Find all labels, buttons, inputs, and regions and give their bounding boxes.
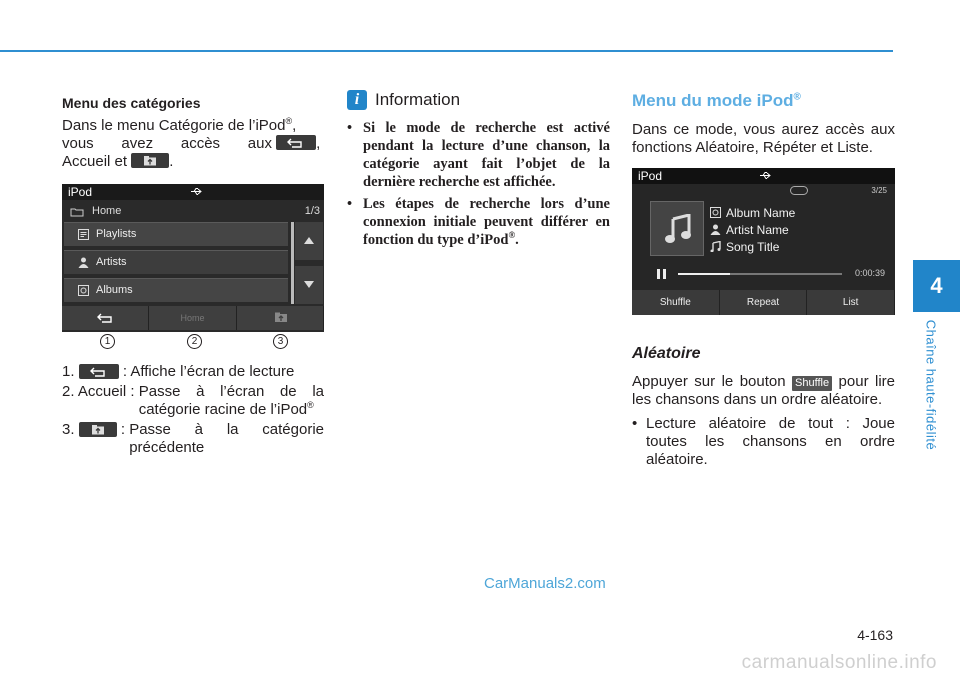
legend-number: 3. <box>62 421 75 438</box>
category-label: Playlists <box>96 228 137 240</box>
ipod-playback-screen <box>632 168 895 315</box>
callout-3: 3 <box>273 334 288 349</box>
legend-number: 2. Accueil : <box>62 383 139 400</box>
screen-title: iPod <box>68 185 93 199</box>
subheading: Aléatoire <box>632 345 701 362</box>
song-title: Song Title <box>726 240 780 254</box>
category-label: Albums <box>96 284 133 296</box>
section-heading <box>632 91 895 111</box>
header-rule <box>0 50 893 52</box>
paragraph-text: Appuyer sur le bouton <box>632 373 786 390</box>
repeat-button[interactable]: Repeat <box>720 290 808 315</box>
back-button-icon <box>79 364 119 379</box>
progress-bar[interactable] <box>678 273 842 275</box>
home-button[interactable]: Home <box>149 306 236 330</box>
legend-item-3 <box>62 421 324 457</box>
callout-1: 1 <box>100 334 115 349</box>
legend <box>62 363 324 457</box>
up-folder-icon <box>274 312 288 323</box>
toggle-icon <box>790 186 808 195</box>
legend-description: Passe à la catégorie précédente <box>129 421 324 456</box>
callout-row <box>62 334 324 354</box>
pause-icon[interactable] <box>657 269 666 279</box>
registered-mark: ® <box>793 91 801 103</box>
registered-mark: ® <box>285 116 293 126</box>
intro-text: , <box>316 135 321 152</box>
callout-2: 2 <box>187 334 202 349</box>
footer-watermark: carmanualsonline.info <box>741 652 937 673</box>
column-information <box>347 92 610 253</box>
screen-page-indicator: 1/3 <box>304 205 320 217</box>
info-bullet-text: Les étapes de recherche lors d’une connexion initiale peuvent différer en fonction du type d’iPod <box>363 196 610 248</box>
up-folder-button-icon <box>131 153 169 168</box>
screen-path-label: Home <box>92 205 122 217</box>
legend-item-2 <box>62 383 324 419</box>
shuffle-list <box>632 415 895 469</box>
scroll-indicator <box>291 222 294 304</box>
list-button[interactable]: List <box>807 290 895 315</box>
chapter-tab <box>913 260 960 312</box>
info-list <box>347 119 610 249</box>
album-icon <box>710 207 721 218</box>
paragraph-text: pour lire les chansons dans un ordre aléatoire. <box>632 373 896 408</box>
info-bullet-text: . <box>515 232 519 248</box>
screen-title: iPod <box>638 169 663 183</box>
category-item-albums[interactable] <box>64 278 288 302</box>
section-heading: Menu des catégories <box>62 95 201 111</box>
back-button[interactable] <box>62 306 149 330</box>
intro-paragraph: Dans ce mode, vous aurez accès aux fonctions Aléatoire, Répéter et Liste. <box>632 121 895 156</box>
heading-text: Menu du mode iPod <box>632 91 794 110</box>
scroll-up-button[interactable] <box>295 222 323 260</box>
intro-text: Accueil et <box>62 153 128 170</box>
legend-separator: : <box>120 421 130 438</box>
album-icon <box>78 285 89 296</box>
category-item-playlists[interactable] <box>64 222 288 246</box>
playlist-icon <box>78 229 89 240</box>
usb-icon <box>759 171 771 180</box>
play-time: 0:00:39 <box>854 268 885 278</box>
info-bullet <box>347 195 610 249</box>
album-name: Album Name <box>726 206 796 220</box>
shuffle-button[interactable]: Shuffle <box>632 290 720 315</box>
music-note-icon <box>710 241 721 252</box>
page-number: 4-163 <box>857 627 893 643</box>
screen-title-bar <box>632 168 895 184</box>
artist-icon <box>78 257 89 268</box>
arrow-down-icon <box>304 281 314 288</box>
artist-name: Artist Name <box>726 223 789 237</box>
info-title: Information <box>375 90 461 109</box>
list-item: • Lecture aléatoire de tout : Joue toutes les chansons en ordre aléatoire. <box>632 415 895 469</box>
intro-text: . <box>169 153 174 170</box>
legend-text: : Affiche l’écran de lecture <box>122 363 295 380</box>
info-bullet: • Si le mode de recherche est activé pendant la lecture d’une chanson, la catégorie ayant fait l’objet de la dernière recherche est affichée. <box>347 119 610 191</box>
legend-item-1 <box>62 363 324 381</box>
legend-text <box>139 383 324 419</box>
scroll-down-button[interactable] <box>295 266 323 304</box>
screen-title-bar <box>62 184 324 200</box>
progress-fill <box>678 273 730 275</box>
category-label: Artists <box>96 256 127 268</box>
column-categories <box>62 92 324 459</box>
watermark-link[interactable]: CarManuals2.com <box>484 575 606 592</box>
chapter-number: 4 <box>930 273 943 298</box>
intro-paragraph <box>62 117 324 171</box>
back-button-icon <box>276 135 316 150</box>
shuffle-paragraph <box>632 373 895 409</box>
screen-bottom-bar <box>632 290 895 315</box>
registered-mark: ® <box>508 230 516 241</box>
category-item-artists[interactable] <box>64 250 288 274</box>
intro-text: Dans le menu Catégorie de l’iPod <box>62 117 286 134</box>
registered-mark: ® <box>307 400 314 410</box>
column-ipod-mode <box>632 92 895 469</box>
intro-text: vous avez accès aux <box>62 135 272 152</box>
screen-path-row <box>62 202 324 222</box>
back-icon <box>97 313 115 323</box>
ipod-category-screen <box>62 184 324 332</box>
intro-text: , <box>292 117 297 134</box>
shuffle-button-icon: Shuffle <box>792 376 832 391</box>
info-header <box>347 90 610 110</box>
screen-bottom-bar <box>62 306 324 330</box>
usb-icon <box>190 187 202 196</box>
up-folder-button[interactable] <box>237 306 324 330</box>
legend-number: 1. <box>62 363 75 380</box>
artist-icon <box>710 224 721 235</box>
legend-description: Passe à l’écran de la catégorie racine de l’iPod <box>138 383 324 418</box>
arrow-up-icon <box>304 237 314 244</box>
folder-icon <box>70 207 84 217</box>
track-counter: 3/25 <box>871 186 887 195</box>
album-art <box>650 201 704 256</box>
info-icon: i <box>347 90 367 110</box>
chapter-label: Chaîne haute-fidélité <box>923 319 939 451</box>
up-folder-button-icon <box>79 422 117 437</box>
music-note-icon <box>665 214 691 244</box>
